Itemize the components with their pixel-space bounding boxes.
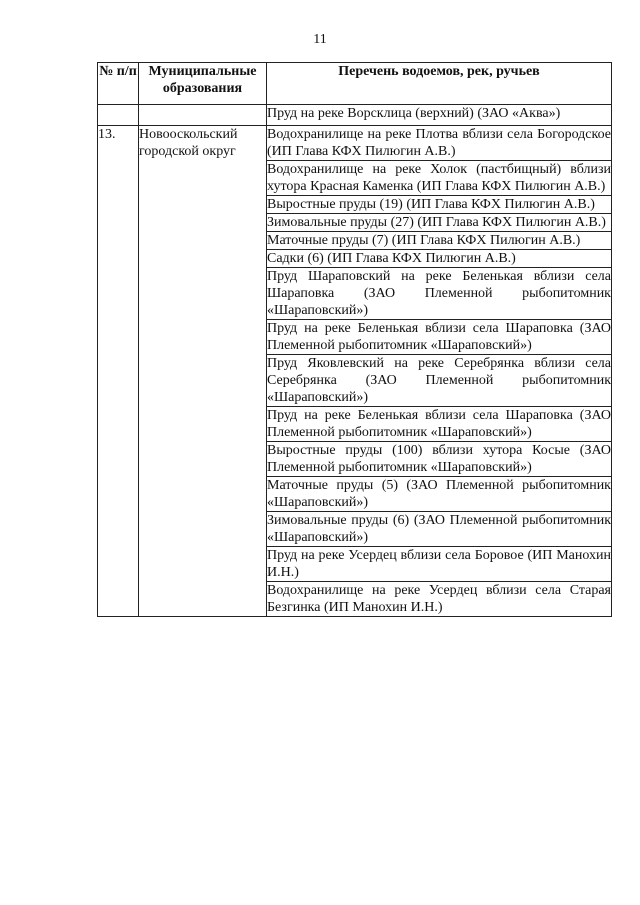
water-body-item: Пруд на реке Беленькая вблизи села Шараповка (ЗАО Племенной рыбопитомник «Шараповский») xyxy=(267,408,611,440)
water-body-item: Пруд Шараповский на реке Беленькая вблизи села Шараповка (ЗАО Племенной рыбопитомник «Шараповский») xyxy=(267,269,611,318)
water-body-item: Выростные пруды (19) (ИП Глава КФХ Пилюгин А.В.) xyxy=(267,196,612,214)
water-body-item: Маточные пруды (7) (ИП Глава КФХ Пилюгин А.В.) xyxy=(267,232,612,250)
water-bodies-table xyxy=(97,62,612,617)
header-list xyxy=(267,63,612,105)
water-body-item: Зимовальные пруды (27) (ИП Глава КФХ Пилюгин А.В.) xyxy=(267,214,612,232)
header-list-label: Перечень водоемов, рек, ручьев xyxy=(338,64,540,79)
water-body-item: Маточные пруды (5) (ЗАО Племенной рыбопитомник «Шараповский») xyxy=(267,478,611,510)
header-number-label: № п/п xyxy=(99,64,137,79)
empty-cell xyxy=(98,105,139,126)
water-body-item: Водохранилище на реке Холок (пастбищный) вблизи хутора Красная Каменка (ИП Глава КФХ Пилюгин А.В.) xyxy=(267,162,611,194)
header-municipality-label: Муниципальные образования xyxy=(148,64,257,96)
table-row xyxy=(98,105,612,126)
water-body-item: Водохранилище на реке Плотва вблизи села Богородское (ИП Глава КФХ Пилюгин А.В.) xyxy=(267,127,611,159)
water-body-item: Пруд Яковлевский на реке Серебрянка вблизи села Серебрянка (ЗАО Племенной рыбопитомник «Шараповский») xyxy=(267,356,611,405)
water-body-item: Водохранилище на реке Усердец вблизи села Старая Безгинка (ИП Манохин И.Н.) xyxy=(267,583,611,615)
table-header xyxy=(98,63,612,105)
water-body-item: Пруд на реке Ворсклица (верхний) (ЗАО «Аква») xyxy=(267,105,612,126)
water-body-item: Пруд на реке Усердец вблизи села Боровое (ИП Манохин И.Н.) xyxy=(267,548,611,580)
page-number: 11 xyxy=(313,32,327,47)
row-number: 13. xyxy=(98,126,139,617)
water-body-item: Зимовальные пруды (6) (ЗАО Племенной рыбопитомник «Шараповский») xyxy=(267,513,611,545)
water-body-item: Пруд на реке Беленькая вблизи села Шараповка (ЗАО Племенной рыбопитомник «Шараповский») xyxy=(267,321,611,353)
header-number xyxy=(98,63,139,105)
water-body-item: Выростные пруды (100) вблизи хутора Косые (ЗАО Племенной рыбопитомник «Шараповский») xyxy=(267,443,611,475)
header-municipality xyxy=(139,63,267,105)
water-body-item: Садки (6) (ИП Глава КФХ Пилюгин А.В.) xyxy=(267,250,612,268)
municipality-name: Новооскольский городской округ xyxy=(139,126,267,617)
table-body xyxy=(98,105,612,617)
empty-cell xyxy=(139,105,267,126)
table-row xyxy=(98,126,612,161)
